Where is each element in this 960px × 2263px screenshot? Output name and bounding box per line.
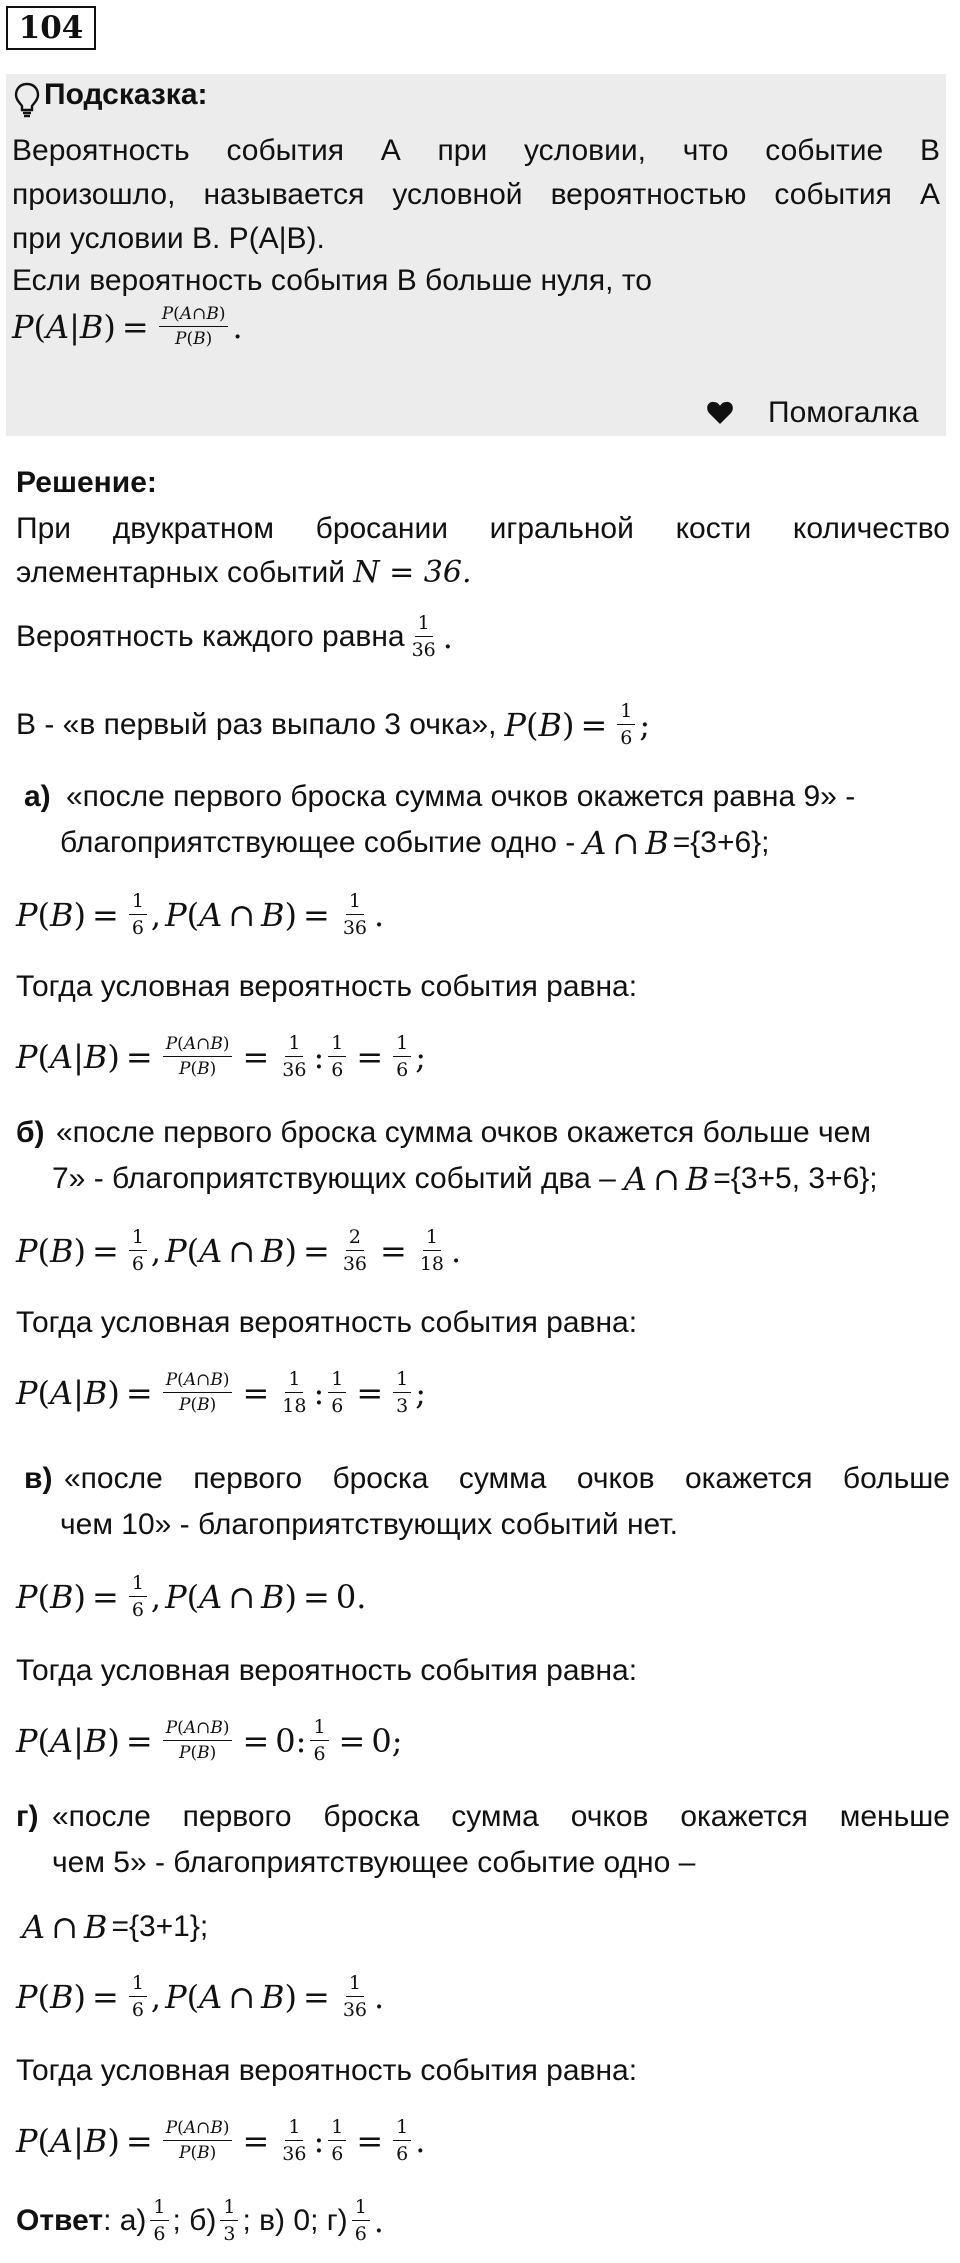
part-g-label: г): [16, 1800, 39, 1833]
hint-box: [6, 74, 946, 436]
hint-title: Подсказка:: [44, 78, 208, 111]
hint-line-1: Вероятность события А при условии, что событие В: [12, 134, 940, 167]
part-b-line-2: 7» - благоприятствующих событий два – A ∩ B ={3+5, 3+6};: [52, 1160, 878, 1198]
solution-title: Решение:: [16, 466, 157, 499]
part-a-conditional: Тогда условная вероятность события равна:: [16, 970, 638, 1003]
part-v-probs: P ( B ) = $\frac{1}{6}$ , P ( A ∩ B ) = 0.: [16, 1572, 367, 1621]
part-g-formula: P ( A | B ) = $\frac{P(A\cap B)}{P(B)}$ = $\frac{1}{36}$ : $\frac{1}{6}$ = $\frac{1}{6}$ .: [16, 2116, 426, 2165]
solution-intro-line-2: [16, 552, 472, 594]
part-a-text: благоприятствующее событие одно -: [60, 826, 576, 859]
part-g-set-line: A ∩ B ={3+1};: [22, 1908, 209, 1946]
hint-brand: Помогалка: [768, 396, 919, 429]
answer-text-v: ; в) 0; г): [242, 2203, 348, 2237]
answer-label: Ответ: [16, 2203, 104, 2237]
heart-icon: [706, 400, 734, 431]
hint-line-2: произошло, называется условной вероятностью события А: [12, 178, 940, 211]
intro-text: элементарных событий: [16, 556, 345, 589]
hint-formula: P ( A | B ) = $\frac{P(A\cap B)}{P(B)}$ .: [12, 304, 243, 349]
solution-intro-line-1: При двукратном бросании игральной кости количество: [16, 512, 950, 545]
part-g-line-2: чем 5» - благоприятствующее событие одно –: [52, 1846, 696, 1879]
part-b-set: ={3+5, 3+6};: [713, 1162, 878, 1195]
answer-text-b: ; б): [172, 2203, 217, 2237]
part-b-line-1: «после первого броска сумма очков окажется больше чем: [56, 1116, 871, 1149]
answer-text-a: : а): [103, 2203, 147, 2237]
part-a-probs: P ( B ) = $\frac{1}{6}$ , P ( A ∩ B ) = $\frac{1}{36}$ .: [16, 890, 385, 939]
part-g-set: ={3+1};: [111, 1910, 209, 1943]
part-a-line-2: благоприятствующее событие одно - A ∩ B ={3+6};: [60, 824, 770, 862]
event-B-line: В - «в первый раз выпало 3 очка», P ( B ) = $\frac{1}{6}$ ;: [16, 700, 651, 749]
part-v-conditional: Тогда условная вероятность события равна:: [16, 1654, 638, 1687]
task-number: 104: [6, 6, 96, 50]
part-b-conditional: Тогда условная вероятность события равна:: [16, 1306, 638, 1339]
part-g-conditional: Тогда условная вероятность события равна:: [16, 2054, 638, 2087]
part-a-label: а): [24, 780, 51, 813]
part-b-formula: P ( A | B ) = $\frac{P(A\cap B)}{P(B)}$ = $\frac{1}{18}$ : $\frac{1}{6}$ = $\frac{1}{3}$ ;: [16, 1368, 427, 1417]
part-v-label: в): [24, 1462, 53, 1495]
prob-each-text: Вероятность каждого равна: [16, 619, 405, 653]
part-b-probs: P ( B ) = $\frac{1}{6}$ , P ( A ∩ B ) = $\frac{2}{36}$ = $\frac{1}{18}$ .: [16, 1226, 462, 1275]
hint-line-4: Если вероятность события В больше нуля, то: [12, 264, 652, 297]
N-equation: N = 36.: [353, 555, 472, 590]
part-a-formula: P ( A | B ) = $\frac{P(A\cap B)}{P(B)}$ = $\frac{1}{36}$ : $\frac{1}{6}$ = $\frac{1}{6}$ ;: [16, 1032, 427, 1081]
lightbulb-icon: [14, 82, 40, 123]
part-v-line-1: «после первого броска сумма очков окажется больше: [64, 1462, 950, 1495]
part-v-line-2: чем 10» - благоприятствующих событий нет.: [60, 1508, 678, 1541]
part-v-formula: P ( A | B ) = $\frac{P(A\cap B)}{P(B)}$ = 0: $\frac{1}{6}$ = 0;: [16, 1716, 403, 1765]
event-B-text: В - «в первый раз выпало 3 очка»,: [16, 707, 497, 741]
answer-line: Ответ : а) $\frac{1}{6}$ ; б) $\frac{1}{3}$ ; в) 0; г) $\frac{1}{6}$ .: [16, 2196, 384, 2245]
part-b-label: б): [16, 1116, 45, 1149]
part-g-line-1: «после первого броска сумма очков окажется меньше: [52, 1800, 950, 1833]
part-a-line-1: «после первого броска сумма очков окажется равна 9» -: [66, 780, 856, 813]
part-a-set: ={3+6};: [672, 826, 770, 859]
part-g-probs: P ( B ) = $\frac{1}{6}$ , P ( A ∩ B ) = $\frac{1}{36}$ .: [16, 1972, 385, 2021]
hint-line-3: при условии В. P(A|B).: [12, 222, 325, 255]
prob-each-line: Вероятность каждого равна $\frac{1}{36}$ .: [16, 612, 453, 661]
part-b-text: 7» - благоприятствующих событий два –: [52, 1162, 616, 1195]
